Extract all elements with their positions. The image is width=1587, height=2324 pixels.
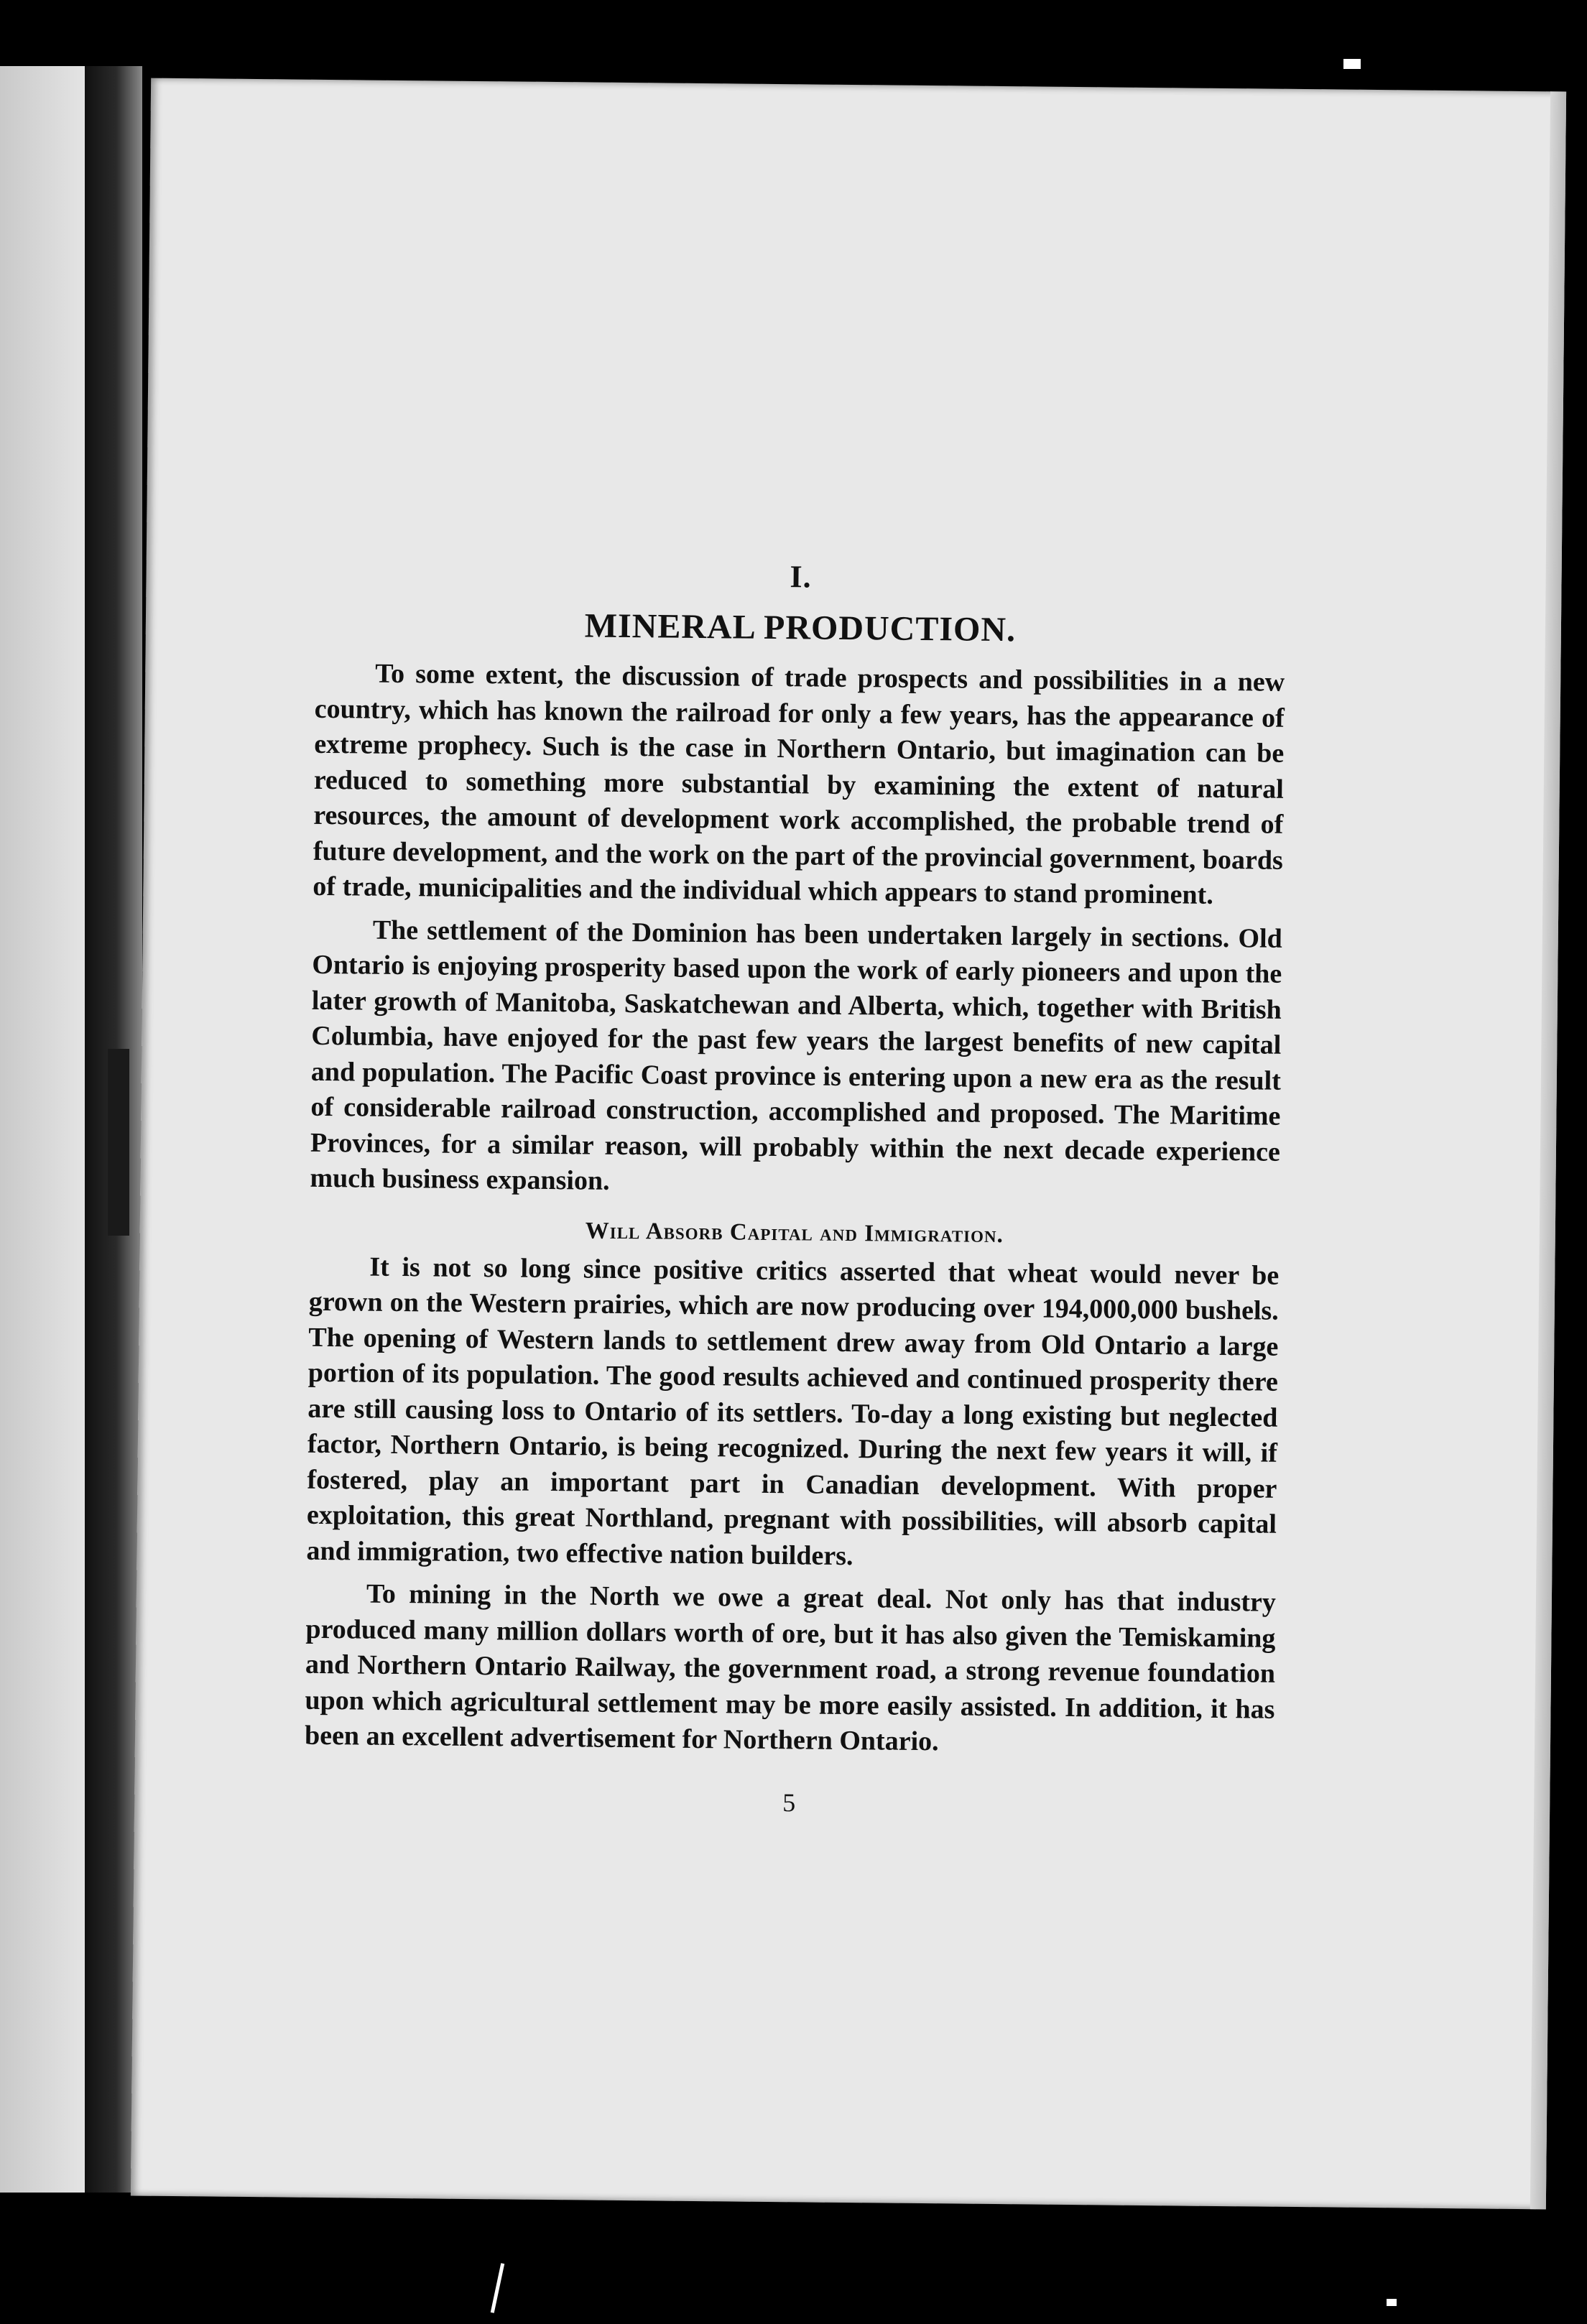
paragraph: The settlement of the Dominion has been undertaken largely in sections. Old Ontario is enjoying prosperity based upon the work of early pioneers and upon the later growth of Manitoba, Saskatchewan and Alberta, which, together with British Columbia, have enjoyed for the past few years the largest benefits of new capital and population. The Pacific Coast province is entering upon a new era as the result of considerable railroad construction, accomplished and proposed. The Maritime Provinces, for a similar reason, will probably within the next decade experience much business expansion. (310, 915, 1282, 1196)
binding-shadow (108, 1049, 129, 1236)
scan-artifact (1343, 59, 1361, 69)
paragraph: To some extent, the discussion of trade prospects and possibilities in a new country, which has known the railroad for only a few years, has the appearance of extreme prophecy. Such is the case in Northern Ontario, but imagination can be reduced to something more substantial by examining the extent of natural resources, the amount of development work accomplished, the probable trend of future development, and the work on the part of the provincial government, boards of trade, municipalities and the individual which appears to stand prominent. (313, 658, 1285, 910)
chapter-number: I. (790, 559, 812, 595)
scan-artifact (491, 2263, 504, 2313)
paragraph: To mining in the North we owe a great deal. Not only has that industry produced many million dollars worth of ore, but it has also given the Temiskaming and Northern Ontario Railway, the government road, a strong revenue foundation upon which agricultural settlement may be more easily assisted. In addition, it has been an excellent advertisement for Northern Ontario. (304, 1578, 1277, 1757)
paragraph: It is not so long since positive critics asserted that wheat would never be grown on the Western prairies, which are now producing over 194,000,000 bushels. The opening of Western lands to settlement drew away from Old Ontario a large portion of its population. The good results achieved and continued prosperity there are still causing loss to Ontario of its settlers. To-day a long existing but neglected factor, Northern Ontario, is being recognized. During the next few years it will, if fostered, play an important part in Canadian development. With proper exploitation, this great Northland, pregnant with possibilities, will absorb capital and immigration, two effective nation builders. (306, 1251, 1280, 1571)
chapter-title: MINERAL PRODUCTION. (584, 606, 1017, 649)
page-edge (1530, 91, 1566, 2209)
section-heading: Will Absorb Capital and Immigration. (585, 1217, 1004, 1248)
book-page (131, 78, 1566, 2210)
page-number: 5 (782, 1787, 796, 1817)
scan-artifact (1387, 2299, 1397, 2306)
page-content (304, 554, 1286, 1822)
facing-page-edge (0, 66, 85, 2193)
